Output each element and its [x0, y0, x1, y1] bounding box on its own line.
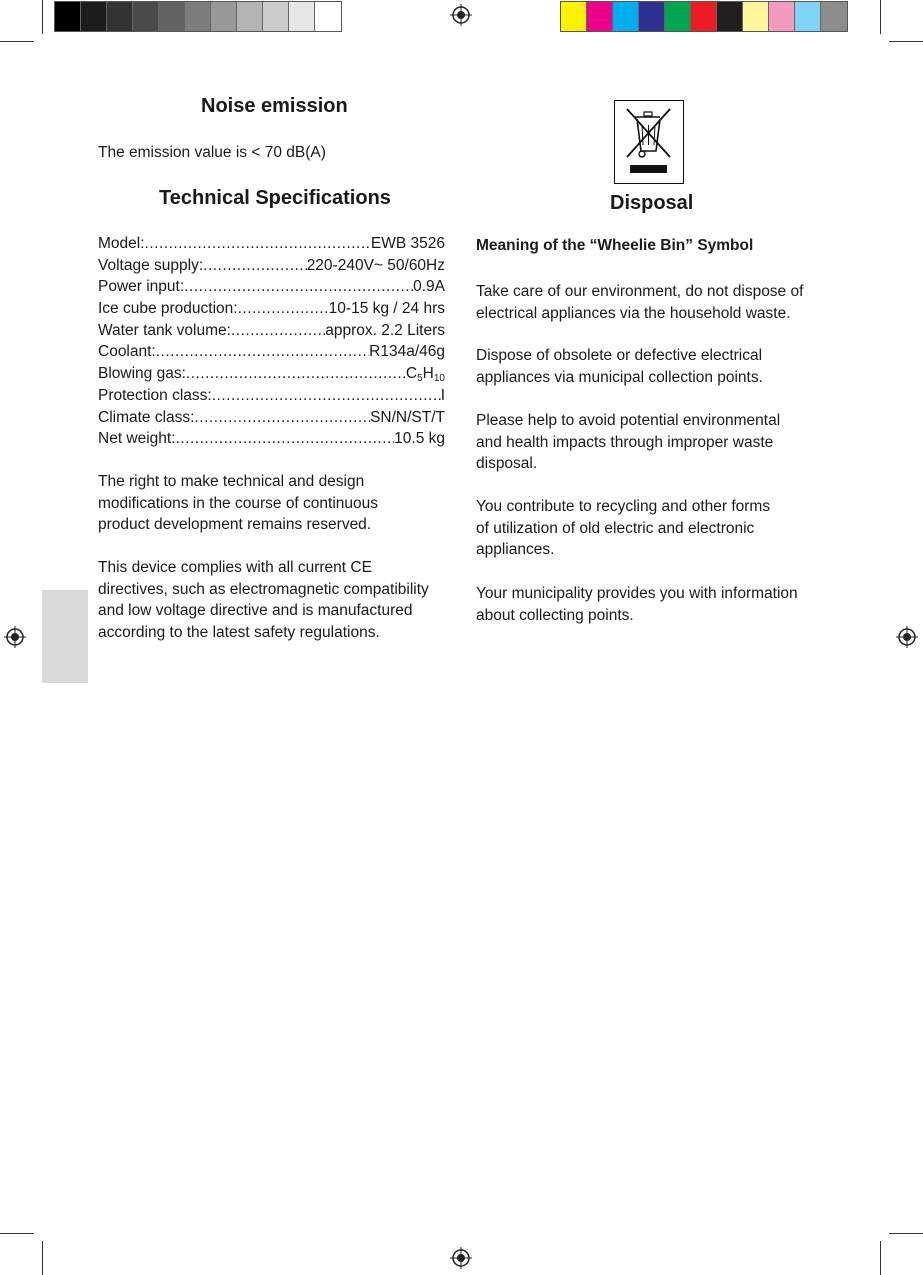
spec-leader-dots [145, 233, 371, 255]
spec-label: Power input: [98, 278, 185, 296]
spec-leader-dots [212, 385, 441, 407]
color-swatch [185, 2, 211, 31]
grayscale-swatch-bar [54, 1, 342, 32]
technical-specifications-heading: Technical Specifications [159, 187, 391, 209]
crop-mark-tr-h [889, 41, 923, 42]
spec-label: Voltage supply: [98, 256, 204, 274]
spec-label: Model: [98, 235, 145, 252]
formula-hydrogen: H [422, 365, 434, 383]
color-swatch [743, 2, 769, 31]
spec-value: 220-240V~ 50/60Hz [306, 256, 445, 274]
disposal-heading: Disposal [610, 192, 694, 214]
spec-leader-dots [186, 363, 406, 385]
color-swatch [821, 2, 847, 31]
spec-leader-dots [176, 428, 395, 450]
disposal-paragraph-1: Take care of our environment, do not dispose of electrical appliances via the household waste. [476, 283, 804, 322]
color-swatch [665, 2, 691, 31]
crop-mark-bl-h [0, 1233, 34, 1234]
spec-value: EWB 3526 [370, 235, 445, 252]
spec-row [98, 255, 445, 277]
spec-row [98, 385, 445, 407]
spec-row [98, 276, 445, 298]
ce-compliance-paragraph: This device complies with all current CE directives, such as electromagnetic compatibility and low voltage directive and is manufactured according to the latest safety regulations. [98, 559, 429, 641]
disposal-paragraph-2: Dispose of obsolete or defective electrical appliances via municipal collection points. [476, 347, 763, 386]
disposal-paragraph-4: You contribute to recycling and other forms of utilization of old electric and electronic appliances. [476, 498, 771, 558]
spec-leader-dots [203, 255, 307, 277]
spec-list [98, 233, 445, 450]
spec-label: Climate class: [98, 408, 195, 426]
color-swatch [315, 2, 341, 31]
spec-leader-dots [231, 320, 325, 342]
color-swatch [613, 2, 639, 31]
color-swatch [561, 2, 587, 31]
spec-label: Water tank volume: [98, 321, 231, 339]
spec-leader-dots [194, 407, 370, 429]
color-swatch [587, 2, 613, 31]
spec-value: approx. 2.2 Liters [325, 321, 445, 339]
color-swatch [107, 2, 133, 31]
disposal-paragraph-3: Please help to avoid potential environmental and health impacts through improper waste disposal. [476, 412, 781, 472]
spec-label: Protection class: [98, 386, 212, 404]
color-swatch [159, 2, 185, 31]
crop-mark-br-h [889, 1233, 923, 1234]
crop-mark-bl-v [42, 1241, 43, 1275]
noise-emission-heading: Noise emission [201, 95, 348, 117]
language-side-tab [42, 590, 88, 683]
spec-value: 10.5 kg [394, 430, 445, 448]
spec-row [98, 320, 445, 342]
registration-mark-top-icon [450, 4, 472, 26]
spec-row [98, 363, 445, 385]
registration-mark-bottom-icon [450, 1247, 472, 1269]
disposal-paragraph-5: Your municipality provides you with information about collecting points. [476, 585, 798, 624]
spec-row [98, 428, 445, 450]
spec-value: 0.9A [413, 278, 445, 296]
formula-subscript: 10 [433, 373, 445, 385]
color-swatch [133, 2, 159, 31]
spec-row [98, 407, 445, 429]
crossed-wheelie-bin-icon [615, 101, 682, 182]
color-swatch [795, 2, 821, 31]
crop-mark-tl-v [42, 0, 43, 34]
color-swatch [55, 2, 81, 31]
color-swatch [237, 2, 263, 31]
spec-value: R134a/46g [369, 343, 445, 361]
spec-leader-dots [238, 298, 329, 320]
color-swatch [263, 2, 289, 31]
spec-label: Net weight: [98, 430, 176, 448]
noise-emission-text: The emission value is < 70 dB(A) [98, 144, 326, 161]
formula-carbon: C [405, 365, 418, 383]
modifications-paragraph: The right to make technical and design modifications in the course of continuous product development remains reserved. [98, 473, 379, 533]
spec-row [98, 233, 445, 255]
registration-mark-left-icon [4, 626, 26, 648]
color-swatch [691, 2, 717, 31]
color-swatch [639, 2, 665, 31]
spec-label: Blowing gas: [98, 365, 186, 383]
spec-row [98, 298, 445, 320]
formula-subscript: 5 [417, 373, 423, 385]
spec-label: Coolant: [98, 343, 156, 361]
color-swatch [289, 2, 315, 31]
spec-leader-dots [156, 341, 369, 363]
spec-value: SN/N/ST/T [370, 408, 445, 426]
spec-value [406, 363, 445, 385]
spec-value: 10-15 kg / 24 hrs [328, 300, 445, 318]
spec-label: Ice cube production: [98, 300, 238, 318]
wheelie-bin-symbol-heading: Meaning of the “Wheelie Bin” Symbol [476, 237, 754, 254]
crop-mark-br-v [880, 1241, 881, 1275]
spec-value: I [440, 386, 445, 404]
color-swatch [81, 2, 107, 31]
color-swatch [717, 2, 743, 31]
color-swatch [211, 2, 237, 31]
spec-row [98, 341, 445, 363]
color-swatch [769, 2, 795, 31]
wheelie-bin-symbol [614, 100, 684, 184]
registration-mark-right-icon [896, 626, 918, 648]
process-color-swatch-bar [560, 1, 848, 32]
spec-leader-dots [184, 276, 413, 298]
crop-mark-tl-h [0, 41, 34, 42]
crop-mark-tr-v [880, 0, 881, 34]
